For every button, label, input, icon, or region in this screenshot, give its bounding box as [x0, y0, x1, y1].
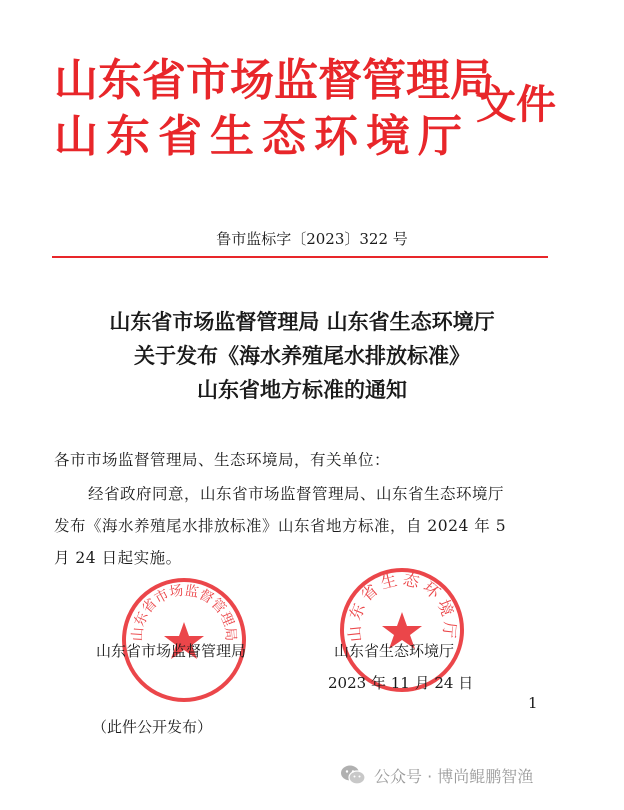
issuer-line-1: 山东省市场监督管理局: [54, 55, 494, 106]
salutation: 各市市场监督管理局、生态环境局，有关单位：: [54, 451, 391, 469]
wechat-icon: [340, 764, 366, 786]
red-divider: [52, 256, 548, 258]
watermark: [340, 762, 533, 788]
seal-1-text: 山东省市场监督管理局: [129, 582, 239, 642]
document-number: 鲁市监标字〔2023〕322 号: [216, 230, 408, 248]
page-number: 1: [528, 694, 538, 712]
title-line-1: 山东省市场监督管理局 山东省生态环境厅: [109, 309, 495, 334]
issue-date: 2023 年 11 月 24 日: [328, 674, 474, 692]
signature-issuer-2: 山东省生态环境厅: [334, 642, 455, 660]
paragraph-line-2: 发布《海水养殖尾水排放标准》山东省地方标准，自 2024 年 5: [54, 517, 507, 535]
watermark-text: 公众号 · 博尚鲲鹏智渔: [374, 766, 534, 786]
signature-issuer-1: 山东省市场监督管理局: [96, 642, 247, 660]
title-line-2: 关于发布《海水养殖尾水排放标准》: [134, 343, 470, 368]
document-suffix: 文件: [476, 82, 556, 128]
issuer-line-2: 山东省生态环境厅: [54, 111, 470, 162]
paragraph-line-3: 月 24 日起实施。: [54, 549, 182, 567]
seal-2-text: 山东省生态环境厅: [344, 569, 460, 643]
publication-note: （此件公开发布）: [92, 718, 213, 736]
paragraph-line-1: 经省政府同意，山东省市场监督管理局、山东省生态环境厅: [88, 485, 505, 503]
title-line-3: 山东省地方标准的通知: [197, 377, 407, 402]
